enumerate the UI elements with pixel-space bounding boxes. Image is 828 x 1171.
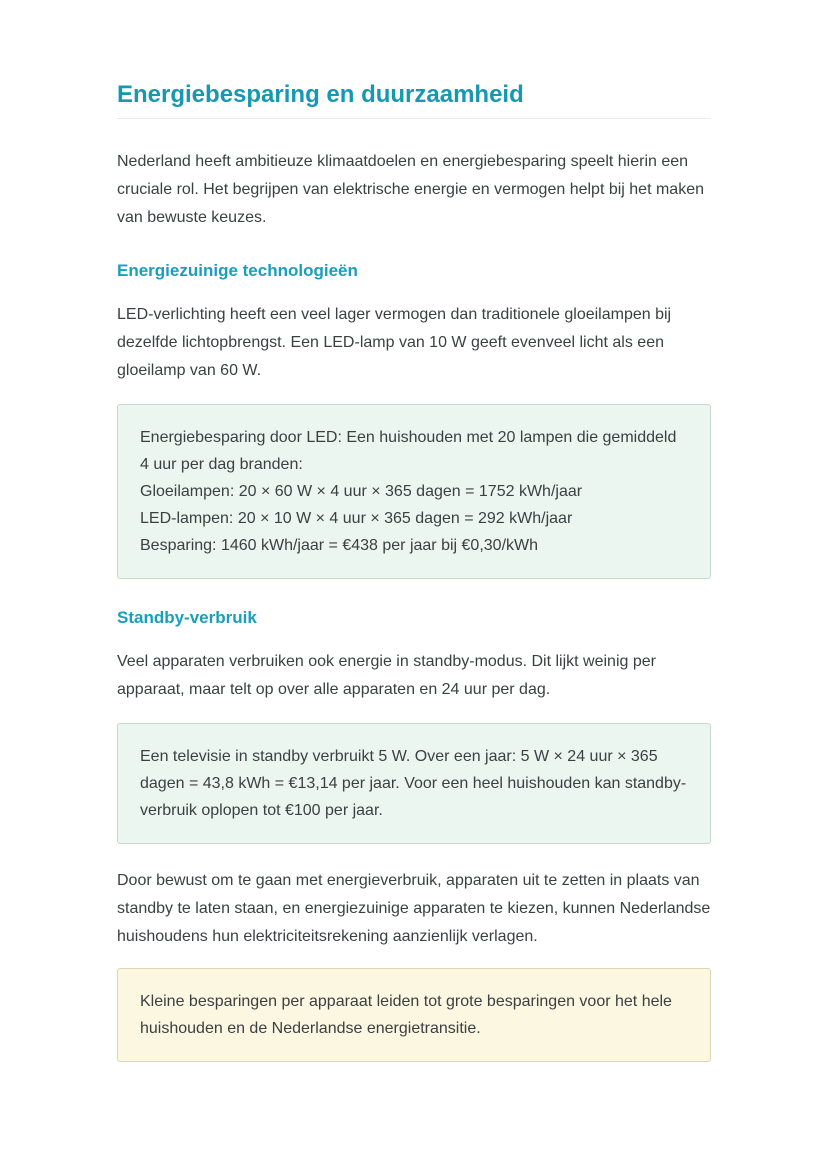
example-callout-standby bbox=[117, 723, 711, 844]
page-title: Energiebesparing en duurzaamheid bbox=[117, 78, 711, 119]
section-paragraph-standby: Veel apparaten verbruiken ook energie in standby-modus. Dit lijkt weinig per apparaat, maar telt op over alle apparaten en 24 uur per dag. bbox=[117, 653, 656, 698]
callout-line: Een televisie in standby verbruikt 5 W. Over een jaar: 5 W × 24 uur × 365 dagen = 43,8 kWh = €13,14 per jaar. Voor een heel huishouden kan standby-verbruik oplopen tot €100 per jaar. bbox=[140, 748, 687, 819]
example-callout-led bbox=[117, 404, 711, 579]
section-heading-energiezuinige-technologieen: Energiezuinige technologieën bbox=[117, 261, 358, 280]
takeaway-callout bbox=[117, 968, 711, 1062]
takeaway-text: Kleine besparingen per apparaat leiden tot grote besparingen voor het hele huishouden en de Nederlandse energietransitie. bbox=[140, 993, 672, 1037]
intro-paragraph: Nederland heeft ambitieuze klimaatdoelen en energiebesparing speelt hierin een cruciale rol. Het begrijpen van elektrische energie en vermogen helpt bij het maken van bewuste keuzes. bbox=[117, 153, 704, 226]
closing-paragraph: Door bewust om te gaan met energieverbruik, apparaten uit te zetten in plaats van standby te laten staan, en energiezuinige apparaten te kiezen, kunnen Nederlandse huishoudens hun elektriciteitsrekening aanzienlijk verlagen. bbox=[117, 872, 711, 945]
callout-line: Gloeilampen: 20 × 60 W × 4 uur × 365 dagen = 1752 kWh/jaar bbox=[140, 483, 583, 500]
callout-line: Energiebesparing door LED: Een huishouden met 20 lampen die gemiddeld 4 uur per dag branden: bbox=[140, 429, 677, 473]
section-paragraph-led: LED-verlichting heeft een veel lager vermogen dan traditionele gloeilampen bij dezelfde lichtopbrengst. Een LED-lamp van 10 W geeft evenveel licht als een gloeilamp van 60 W. bbox=[117, 306, 672, 379]
callout-line: LED-lampen: 20 × 10 W × 4 uur × 365 dagen = 292 kWh/jaar bbox=[140, 510, 573, 527]
callout-line: Besparing: 1460 kWh/jaar = €438 per jaar bij €0,30/kWh bbox=[140, 537, 539, 554]
section-heading-standby-verbruik: Standby-verbruik bbox=[117, 608, 257, 627]
document-content bbox=[117, 0, 711, 1062]
